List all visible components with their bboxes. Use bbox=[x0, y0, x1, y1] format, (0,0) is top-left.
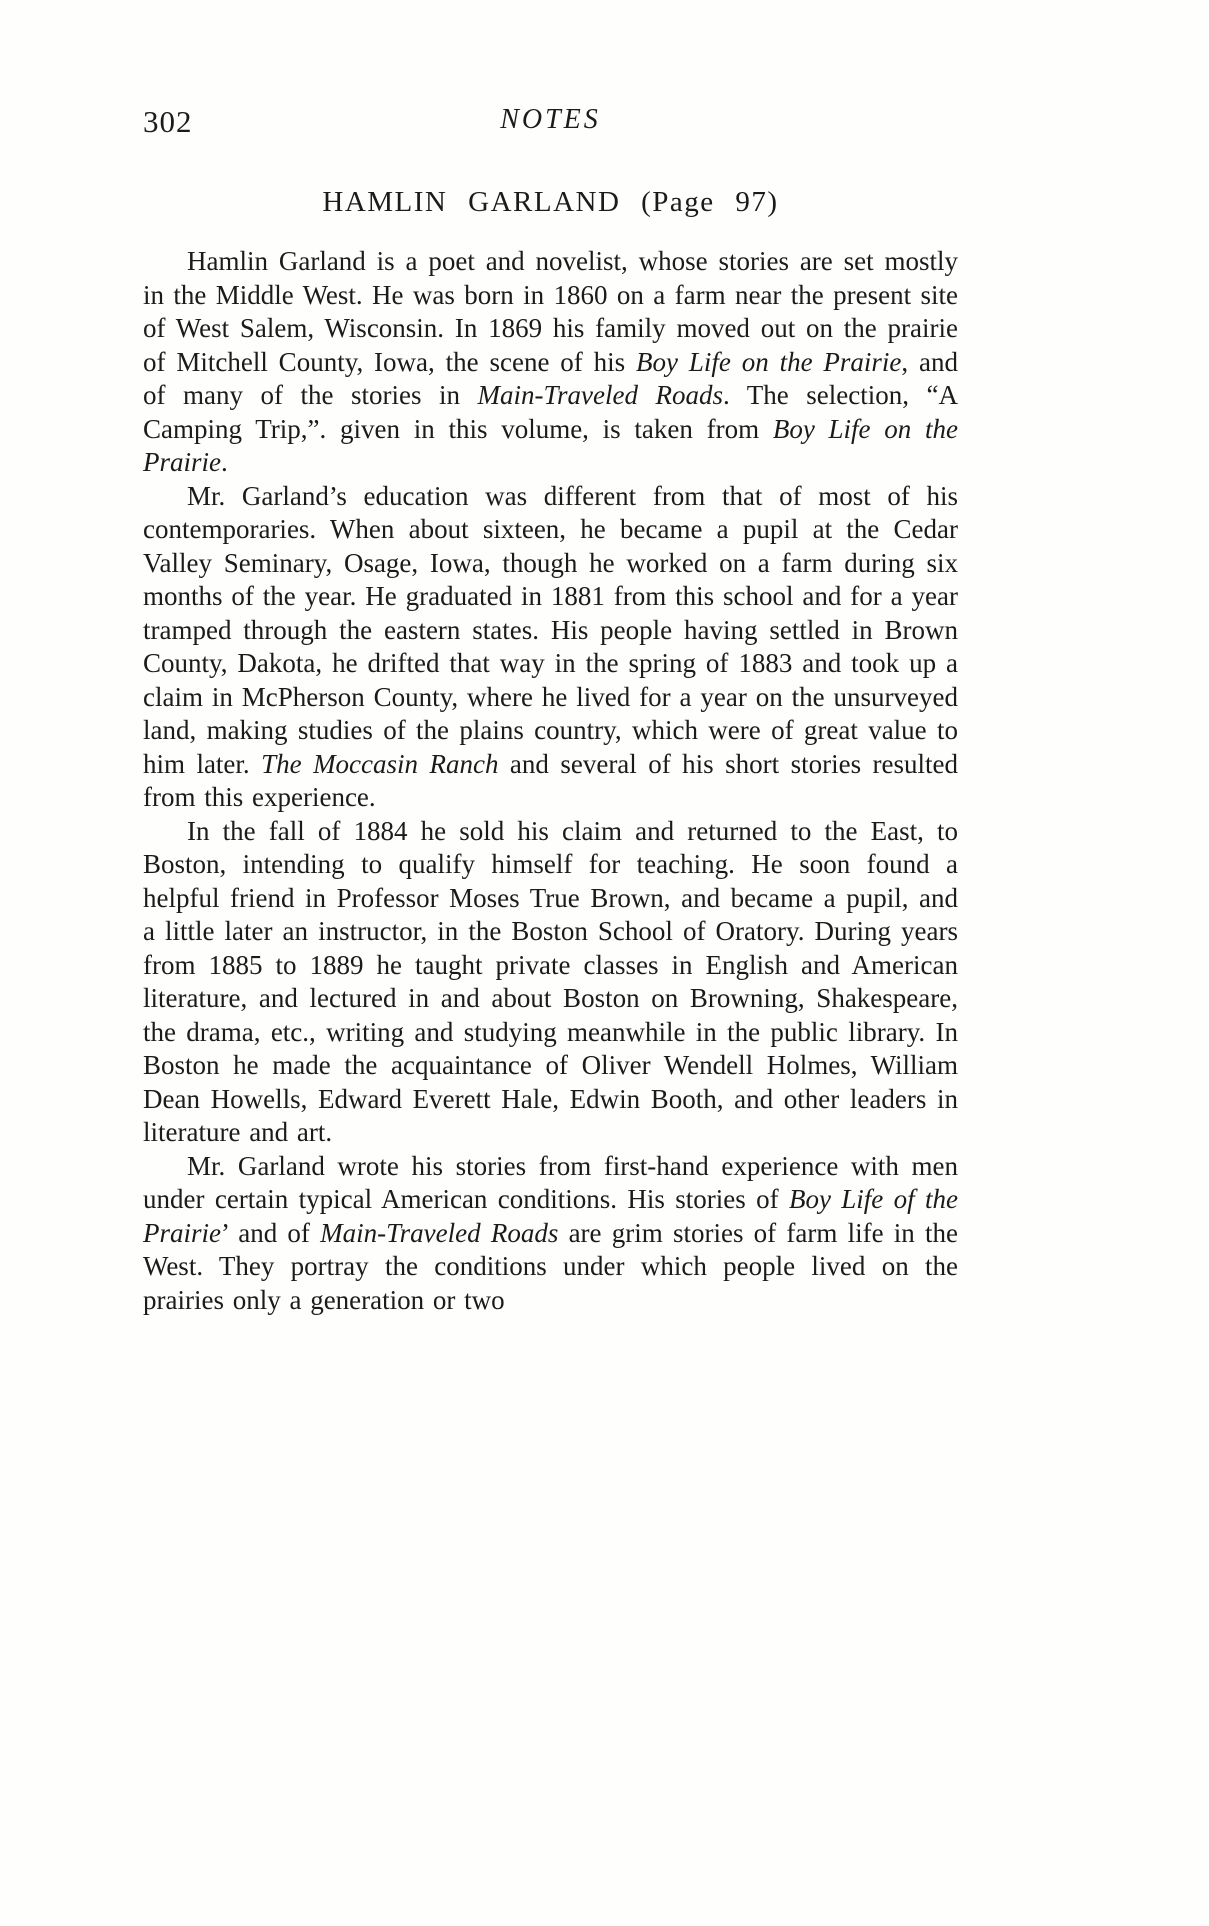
paragraph bbox=[143, 1150, 958, 1318]
text-run: Mr. Garland wrote his stories from first-hand experience with men under certain typical American conditions. His stories of bbox=[143, 1150, 958, 1214]
paragraph bbox=[143, 480, 958, 815]
page-content bbox=[143, 104, 958, 1317]
running-head bbox=[143, 104, 958, 142]
text-run: , and of many of the stories in bbox=[143, 346, 958, 410]
paragraph bbox=[143, 245, 958, 480]
text-run: Mr. Garland’s education was different from that of most of his contemporaries. When about sixteen, he became a pupil at the Cedar Valley Seminary, Osage, Iowa, though he worked on a farm during six months of the year. He graduated in 1881 from this school and for a year tramped through the eastern states. His people having settled in Brown County, Dakota, he drifted that way in the spring of 1883 and took up a claim in McPherson County, where he lived for a year on the unsurveyed land, making studies of the plains country, which were of great value to him later. bbox=[143, 480, 958, 779]
page-body bbox=[143, 245, 958, 1317]
book-title: Main-Traveled Roads bbox=[320, 1217, 559, 1248]
section-heading: HAMLIN GARLAND (Page 97) bbox=[322, 186, 779, 218]
book-title: Boy Life of the Prairie bbox=[143, 1184, 958, 1248]
book-title: Boy Life on the Prairie bbox=[636, 346, 902, 377]
book-title: Main-Traveled Roads bbox=[477, 380, 724, 410]
book-title: The Moccasin Ranch bbox=[261, 748, 499, 779]
running-header: NOTES bbox=[500, 104, 601, 135]
text-run: and several of his short stories resulted from this experience. bbox=[143, 748, 958, 812]
text-run: . The selection, “A Camping Trip,”. given in this volume, is taken from bbox=[143, 380, 958, 444]
text-run: Hamlin Garland is a poet and novelist, whose stories are set mostly in the Middle West. He was born in 1860 on a farm near the present site of West Salem, Wisconsin. In 1869 his family moved out on the prairie of Mitchell County, Iowa, the scene of his bbox=[143, 246, 958, 377]
text-run: are grim stories of farm life in the West. They portray the conditions under which people lived on the prairies only a generation or two bbox=[143, 1217, 958, 1315]
text-run: . bbox=[221, 447, 228, 477]
paragraph bbox=[143, 815, 958, 1150]
page-number: 302 bbox=[143, 104, 193, 139]
text-run: ’ and of bbox=[221, 1217, 321, 1248]
book-title: Boy Life on the Prairie bbox=[143, 413, 958, 477]
text-run: In the fall of 1884 he sold his claim and returned to the East, to Boston, intending to qualify himself for teaching. He soon found a helpful friend in Professor Moses True Brown, and became a pupil, and a little later an instructor, in the Boston School of Oratory. During years from 1885 to 1889 he taught private classes in English and American literature, and lectured in and about Boston on Browning, Shakespeare, the drama, etc., writing and studying meanwhile in the public library. In Boston he made the acquaintance of Oliver Wendell Holmes, William Dean Howells, Edward Everett Hale, Edwin Booth, and other leaders in literature and art. bbox=[143, 815, 958, 1147]
